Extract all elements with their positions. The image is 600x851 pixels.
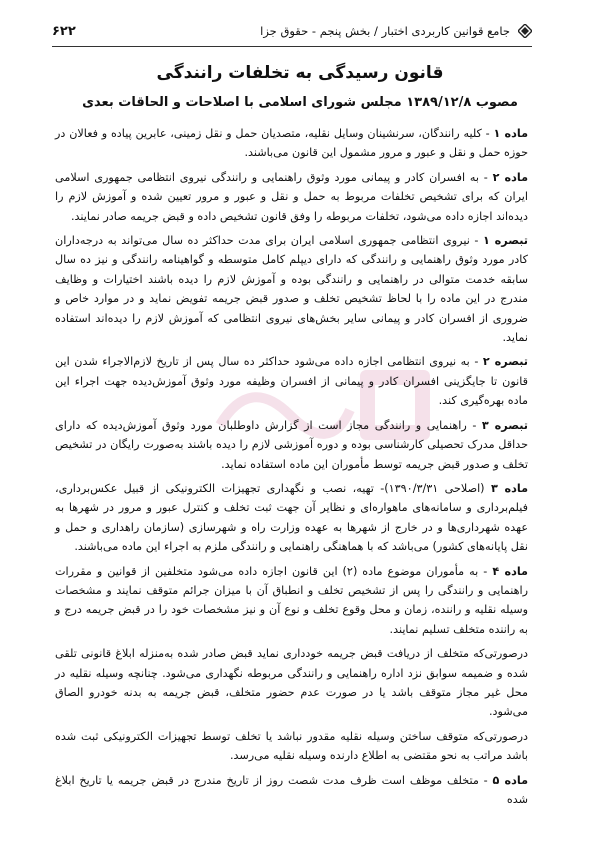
running-header	[260, 24, 532, 38]
paragraph	[55, 168, 528, 226]
article-text: - به افسران کادر و پیمانی مورد وثوق راهنمایی و رانندگی نیروی انتظامی جمهوری اسلامی ایران که برای تشخیص تخلفات مربوط به حمل و نقل و عبور و مرور تعیین شده و آموزش لازم را دیده‌اند اجازه داده می‌شود، تخلفات مربوطه را وفق قانون تشخیص داده و قبض جریمه صادر نمایند.	[55, 170, 528, 223]
article-label: ماده ۳	[490, 481, 529, 495]
note-text: - به نیروی انتظامی اجازه داده می‌شود حداکثر ده سال پس از تاریخ لازم‌الاجراء شدن این قانون تا جایگزینی افسران کادر و پیمانی از افسران وظیفه مورد وثوق آموزش‌دیده جهت اجراء این ماده بهره‌گیری کند.	[55, 355, 528, 408]
note-text: - راهنمایی و رانندگی مجاز است از گزارش داوطلبان مورد وثوق آموزش‌دیده که دارای حداقل مدرک تحصیلی کارشناسی بوده و دوره آموزشی لازم را دیده باشند به‌صورت رایگان در تشخیص تخلف و صدور قبض جریمه توسط مأموران این ماده استفاده نماید.	[55, 418, 528, 471]
page-header	[52, 20, 532, 42]
paragraph	[55, 771, 528, 810]
running-title: جامع قوانین کاربردی اختبار / بخش پنجم - حقوق جزا	[260, 24, 510, 38]
article-text: - کلیه رانندگان، سرنشینان وسایل نقلیه، متصدیان حمل و نقل زمینی، عابرین پیاده و فعالان در حوزه حمل و نقل و عبور و مرور مشمول این قانون می‌باشند.	[55, 127, 528, 160]
paragraph	[55, 562, 528, 640]
note-label: تبصره ۱	[482, 234, 528, 248]
document-body	[55, 124, 528, 814]
paragraph	[55, 727, 528, 766]
paragraph	[55, 124, 528, 163]
article-text: (اصلاحی ۱۳۹۰/۳/۳۱)- تهیه، نصب و نگهداری تجهیزات الکترونیکی از قبیل عکس‌برداری، فیلم‌برداری و سامانه‌های ماهواره‌ای و نظایر آن جهت ثبت تخلف و کنترل عبور و مرور در شهرها به عهده شهرداری‌ها و در خارج از شهرها به عهده وزارت راه و شهرسازی (سازمان راهداری و حمل و نقل پایانه‌های کشور) می‌باشد که با هماهنگی راهنمایی و رانندگی ملزم به اجراء این ماده می‌باشند.	[55, 481, 528, 554]
note-label: تبصره ۲	[482, 355, 529, 369]
ornament-icon	[518, 24, 532, 38]
article-label: ماده ۲	[492, 170, 528, 184]
paragraph	[55, 644, 528, 722]
paragraph-text: درصورتی‌که متخلف از دریافت قبض جریمه خودداری نماید قبض صادر شده به‌منزله ابلاغ قانونی تلقی شده و ضمیمه سوابق نزد اداره راهنمایی و رانندگی مربوطه نگهداری می‌شود. چنانچه وسیله نقلیه در محل غیر مجاز متوقف باشد یا در صورت عدم حضور متخلف، قبض جریمه به بدنه خودرو الصاق می‌شود.	[55, 647, 528, 719]
article-label: ماده ۵	[492, 773, 528, 787]
article-label: ماده ۱	[493, 127, 528, 140]
paragraph	[55, 416, 528, 474]
paragraph	[55, 479, 528, 557]
paragraph	[55, 231, 528, 347]
paragraph-text: درصورتی‌که متوقف ساختن وسیله نقلیه مقدور نباشد یا تخلف توسط تجهیزات الکترونیکی ثبت شده باشد مراتب به نحو مقتضی به اطلاع دارنده وسیله نقلیه می‌رسد.	[55, 729, 528, 763]
page-number: ۶۲۲	[52, 23, 76, 39]
note-label: تبصره ۳	[481, 418, 528, 432]
header-rule	[52, 46, 532, 47]
note-text: - نیروی انتظامی جمهوری اسلامی ایران برای مدت حداکثر ده سال می‌تواند به درجه‌داران کادر مورد وثوق راهنمایی و رانندگی که دارای دیپلم کامل متوسطه و گواهینامه رانندگی و نیز ده سال سابقه خدمت متوالی در راهنمایی و رانندگی بوده و آموزش لازم را دیده باشند اختیارات و وظایف مندرج در این ماده را با لحاظ تشخیص تخلف و صدور قبض جریمه تفویض نماید و در موارد خاص و ضروری از افسران کادر و پیمانی سایر بخش‌های نیروی انتظامی که آموزش لازم را دیده‌اند استفاده نماید.	[55, 234, 528, 345]
article-text: - متخلف موظف است ظرف مدت شصت روز از تاریخ مندرج در قبض جریمه یا تاریخ ابلاغ شده	[55, 773, 528, 806]
article-text: - به مأموران موضوع ماده (۲) این قانون اجازه داده می‌شود متخلفین از قوانین و مقررات راهنمایی و رانندگی را پس از تشخیص تخلف و انطباق آن با میزان جرائم متوقف نمایند و مشخصات وسیله نقلیه و راننده، زمان و محل وقوع تخلف و نوع آن و نیز مشخصات خود را در قبض جریمه درج و به راننده متخلف تسلیم نمایند.	[55, 564, 528, 636]
document-subtitle: مصوب ۱۳۸۹/۱۲/۸ مجلس شورای اسلامی با اصلاحات و الحاقات بعدی	[82, 95, 518, 110]
paragraph	[55, 352, 528, 410]
article-label: ماده ۴	[492, 564, 528, 578]
document-title: قانون رسیدگی به تخلفات رانندگی	[156, 63, 444, 83]
